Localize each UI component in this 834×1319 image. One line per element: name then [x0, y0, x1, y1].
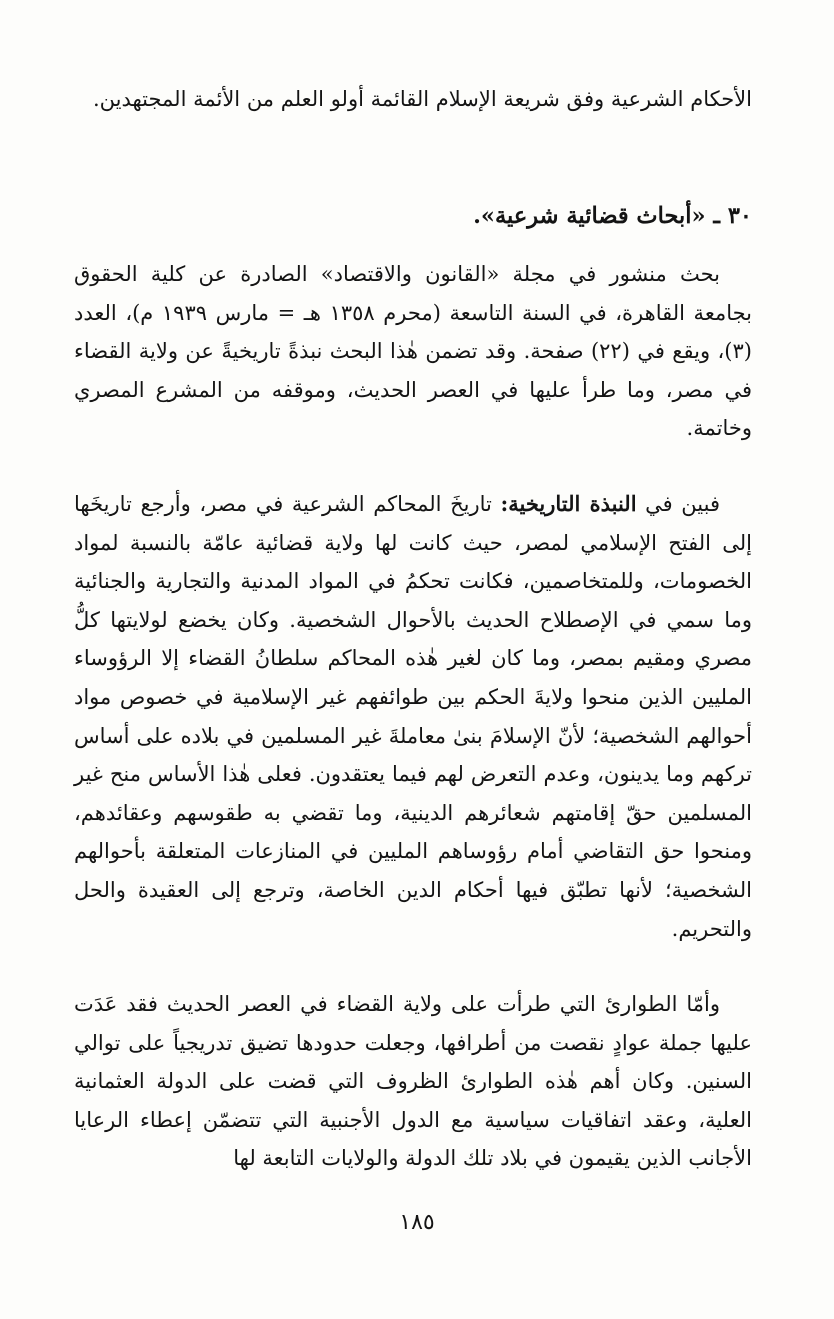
page-number: ١٨٥	[399, 1210, 435, 1235]
history-lead-in: فبين في	[645, 492, 720, 516]
research-paragraph: بحث منشور في مجلة «القانون والاقتصاد» الصادرة عن كلية الحقوق بجامعة القاهرة، في السنة التاسعة (محرم ١٣٥٨ هـ = مارس ١٩٣٩ م)، العدد (٣)، ويقع في (٢٢) صفحة. وقد تضمن هٰذا البحث نبذةً تاريخيةً عن ولاية القضاء في مصر، وما طرأ عليها في العصر الحديث، وموقفه من المشرع المصري وخاتمة.	[74, 262, 752, 441]
intro-paragraph: الأحكام الشرعية وفق شريعة الإسلام القائمة أولو العلم من الأئمة المجتهدين.	[92, 87, 752, 111]
modern-paragraph: وأمّا الطوارئ التي طرأت على ولاية القضاء في العصر الحديث فقد عَدَت عليها جملة عوادٍ نقصت من أطرافها، وجعلت حدودها تضيق تدريجياً على توالي السنين. وكان أهم هٰذه الطوارئ الظروف التي قضت على الدولة العثمانية العلية، وعقد اتفاقيات سياسية مع الدول الأجنبية التي تتضمّن إعطاء الرعايا الأجانب الذين يقيمون في بلاد تلك الدولة والولايات التابعة لها	[74, 992, 752, 1171]
history-term-bold: النبذة التاريخية:	[500, 491, 637, 516]
history-body: تاريخَ المحاكم الشرعية في مصر، وأرجع تاريخَها إلى الفتح الإسلامي لمصر، حيث كانت لها ولاية قضائية عامّة بالنسبة لمواد الخصومات، وللمتخاصمين، فكانت تحكمُ في المواد المدنية والتجارية والجنائية وما سمي في الإصطلاح الحديث بالأحوال الشخصية. وكان يخضع لولايتها كلُّ مصري ومقيم بمصر، وما كان لغير هٰذه المحاكم سلطانُ القضاء إلا الرؤوساء المليين الذين منحوا ولايةَ الحكم بين طوائفهم غير الإسلامية في خصوص مواد أحوالهم الشخصية؛ لأنّ الإسلامَ بنىٰ معاملةَ غير المسلمين في بلاده على أساس تركهم وما يدينون، وعدم التعرض لهم فيما يعتقدون. فعلى هٰذا الأساس منح غير المسلمين حقّ إقامتهم شعائرهم الدينية، وما تقضي به طقوسهم وعقائدهم، ومنحوا حق التقاضي أمام رؤوساهم المليين في المنازعات المتعلقة بأحوالهم الشخصية؛ لأنها تطبّق فيها أحكام الدين الخاصة، وترجع إلى العقيدة والحل والتحريم.	[74, 492, 752, 941]
history-paragraph	[74, 485, 752, 948]
section-heading: ٣٠ ـ «أبحاث قضائية شرعية».	[473, 203, 752, 229]
